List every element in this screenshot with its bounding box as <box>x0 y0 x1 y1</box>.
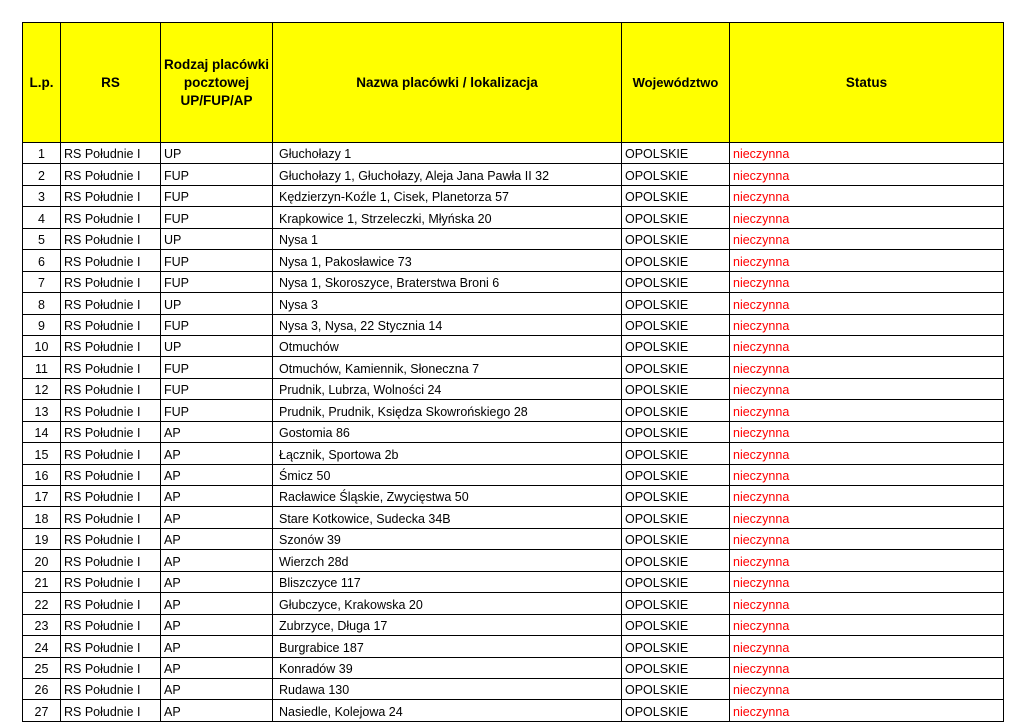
cell-type: AP <box>161 421 273 442</box>
cell-voivodeship: OPOLSKIE <box>622 486 730 507</box>
table-body <box>23 143 1004 722</box>
cell-rs: RS Południe I <box>61 293 161 314</box>
cell-status: nieczynna <box>730 593 1004 614</box>
cell-status: nieczynna <box>730 550 1004 571</box>
table-row <box>23 357 1004 378</box>
cell-name: Prudnik, Prudnik, Księdza Skowrońskiego 28 <box>273 400 622 421</box>
column-header-status: Status <box>730 23 1004 143</box>
cell-name: Głubczyce, Krakowska 20 <box>273 593 622 614</box>
table-row <box>23 314 1004 335</box>
cell-rs: RS Południe I <box>61 164 161 185</box>
post-office-table <box>22 22 1004 722</box>
table-row <box>23 571 1004 592</box>
cell-lp: 10 <box>23 335 61 356</box>
cell-type: UP <box>161 335 273 356</box>
cell-voivodeship: OPOLSKIE <box>622 614 730 635</box>
column-header-voivodeship: Województwo <box>622 23 730 143</box>
cell-voivodeship: OPOLSKIE <box>622 593 730 614</box>
cell-rs: RS Południe I <box>61 593 161 614</box>
cell-rs: RS Południe I <box>61 250 161 271</box>
cell-voivodeship: OPOLSKIE <box>622 571 730 592</box>
column-header-rs: RS <box>61 23 161 143</box>
cell-lp: 19 <box>23 528 61 549</box>
cell-voivodeship: OPOLSKIE <box>622 443 730 464</box>
cell-name: Głuchołazy 1, Głuchołazy, Aleja Jana Pawła II 32 <box>273 164 622 185</box>
cell-status: nieczynna <box>730 293 1004 314</box>
cell-voivodeship: OPOLSKIE <box>622 657 730 678</box>
cell-name: Wierzch 28d <box>273 550 622 571</box>
cell-status: nieczynna <box>730 250 1004 271</box>
table-row <box>23 293 1004 314</box>
cell-lp: 8 <box>23 293 61 314</box>
cell-voivodeship: OPOLSKIE <box>622 271 730 292</box>
table-row <box>23 185 1004 206</box>
cell-type: UP <box>161 143 273 164</box>
cell-voivodeship: OPOLSKIE <box>622 143 730 164</box>
cell-lp: 6 <box>23 250 61 271</box>
column-header-lp: L.p. <box>23 23 61 143</box>
cell-rs: RS Południe I <box>61 335 161 356</box>
cell-voivodeship: OPOLSKIE <box>622 700 730 721</box>
cell-status: nieczynna <box>730 657 1004 678</box>
cell-lp: 20 <box>23 550 61 571</box>
cell-type: FUP <box>161 185 273 206</box>
cell-rs: RS Południe I <box>61 636 161 657</box>
cell-name: Otmuchów <box>273 335 622 356</box>
table-row <box>23 335 1004 356</box>
cell-lp: 17 <box>23 486 61 507</box>
table-row <box>23 700 1004 721</box>
table-row <box>23 614 1004 635</box>
cell-name: Nysa 1, Pakosławice 73 <box>273 250 622 271</box>
cell-name: Racławice Śląskie, Zwycięstwa 50 <box>273 486 622 507</box>
cell-status: nieczynna <box>730 271 1004 292</box>
cell-voivodeship: OPOLSKIE <box>622 507 730 528</box>
cell-rs: RS Południe I <box>61 357 161 378</box>
table-row <box>23 250 1004 271</box>
cell-rs: RS Południe I <box>61 400 161 421</box>
cell-type: AP <box>161 443 273 464</box>
cell-voivodeship: OPOLSKIE <box>622 550 730 571</box>
cell-type: FUP <box>161 164 273 185</box>
table-row <box>23 271 1004 292</box>
cell-status: nieczynna <box>730 378 1004 399</box>
table-row <box>23 528 1004 549</box>
cell-voivodeship: OPOLSKIE <box>622 185 730 206</box>
cell-name: Nysa 3, Nysa, 22 Stycznia 14 <box>273 314 622 335</box>
cell-type: AP <box>161 507 273 528</box>
cell-type: FUP <box>161 378 273 399</box>
cell-type: AP <box>161 571 273 592</box>
cell-lp: 18 <box>23 507 61 528</box>
cell-rs: RS Południe I <box>61 421 161 442</box>
column-header-name: Nazwa placówki / lokalizacja <box>273 23 622 143</box>
cell-status: nieczynna <box>730 314 1004 335</box>
cell-status: nieczynna <box>730 335 1004 356</box>
cell-lp: 27 <box>23 700 61 721</box>
table-row <box>23 443 1004 464</box>
cell-lp: 15 <box>23 443 61 464</box>
cell-name: Rudawa 130 <box>273 678 622 699</box>
cell-rs: RS Południe I <box>61 464 161 485</box>
cell-lp: 11 <box>23 357 61 378</box>
cell-lp: 1 <box>23 143 61 164</box>
cell-name: Nasiedle, Kolejowa 24 <box>273 700 622 721</box>
cell-lp: 2 <box>23 164 61 185</box>
cell-status: nieczynna <box>730 443 1004 464</box>
table-row <box>23 507 1004 528</box>
cell-type: FUP <box>161 250 273 271</box>
cell-voivodeship: OPOLSKIE <box>622 207 730 228</box>
cell-voivodeship: OPOLSKIE <box>622 678 730 699</box>
table-row <box>23 378 1004 399</box>
cell-name: Nysa 3 <box>273 293 622 314</box>
cell-status: nieczynna <box>730 571 1004 592</box>
column-header-type: Rodzaj placówki pocztowej UP/FUP/AP <box>161 23 273 143</box>
cell-rs: RS Południe I <box>61 207 161 228</box>
cell-status: nieczynna <box>730 207 1004 228</box>
cell-name: Krapkowice 1, Strzeleczki, Młyńska 20 <box>273 207 622 228</box>
table-row <box>23 636 1004 657</box>
table-row <box>23 550 1004 571</box>
cell-status: nieczynna <box>730 486 1004 507</box>
cell-voivodeship: OPOLSKIE <box>622 400 730 421</box>
cell-status: nieczynna <box>730 357 1004 378</box>
cell-voivodeship: OPOLSKIE <box>622 357 730 378</box>
cell-type: FUP <box>161 400 273 421</box>
cell-status: nieczynna <box>730 185 1004 206</box>
table-row <box>23 464 1004 485</box>
cell-voivodeship: OPOLSKIE <box>622 293 730 314</box>
cell-rs: RS Południe I <box>61 143 161 164</box>
cell-voivodeship: OPOLSKIE <box>622 464 730 485</box>
cell-name: Szonów 39 <box>273 528 622 549</box>
table-row <box>23 593 1004 614</box>
cell-status: nieczynna <box>730 700 1004 721</box>
cell-rs: RS Południe I <box>61 443 161 464</box>
cell-lp: 23 <box>23 614 61 635</box>
cell-type: AP <box>161 700 273 721</box>
cell-name: Nysa 1, Skoroszyce, Braterstwa Broni 6 <box>273 271 622 292</box>
cell-name: Konradów 39 <box>273 657 622 678</box>
cell-name: Śmicz 50 <box>273 464 622 485</box>
cell-rs: RS Południe I <box>61 528 161 549</box>
cell-type: UP <box>161 293 273 314</box>
cell-lp: 21 <box>23 571 61 592</box>
table-row <box>23 400 1004 421</box>
cell-voivodeship: OPOLSKIE <box>622 228 730 249</box>
cell-lp: 14 <box>23 421 61 442</box>
cell-voivodeship: OPOLSKIE <box>622 421 730 442</box>
cell-name: Prudnik, Lubrza, Wolności 24 <box>273 378 622 399</box>
cell-type: FUP <box>161 314 273 335</box>
cell-voivodeship: OPOLSKIE <box>622 314 730 335</box>
cell-type: AP <box>161 528 273 549</box>
cell-lp: 13 <box>23 400 61 421</box>
cell-type: FUP <box>161 271 273 292</box>
cell-lp: 4 <box>23 207 61 228</box>
cell-lp: 9 <box>23 314 61 335</box>
cell-status: nieczynna <box>730 143 1004 164</box>
cell-name: Kędzierzyn-Koźle 1, Cisek, Planetorza 57 <box>273 185 622 206</box>
cell-name: Gostomia 86 <box>273 421 622 442</box>
post-office-table-sheet <box>22 22 1004 722</box>
cell-status: nieczynna <box>730 464 1004 485</box>
cell-rs: RS Południe I <box>61 314 161 335</box>
cell-lp: 16 <box>23 464 61 485</box>
table-row <box>23 486 1004 507</box>
cell-voivodeship: OPOLSKIE <box>622 335 730 356</box>
cell-voivodeship: OPOLSKIE <box>622 378 730 399</box>
cell-status: nieczynna <box>730 421 1004 442</box>
table-row <box>23 143 1004 164</box>
cell-rs: RS Południe I <box>61 185 161 206</box>
header-row <box>23 23 1004 143</box>
cell-type: AP <box>161 486 273 507</box>
cell-type: AP <box>161 636 273 657</box>
cell-lp: 5 <box>23 228 61 249</box>
cell-rs: RS Południe I <box>61 228 161 249</box>
cell-type: FUP <box>161 357 273 378</box>
table-row <box>23 678 1004 699</box>
cell-type: FUP <box>161 207 273 228</box>
table-row <box>23 421 1004 442</box>
cell-name: Stare Kotkowice, Sudecka 34B <box>273 507 622 528</box>
cell-name: Zubrzyce, Długa 17 <box>273 614 622 635</box>
cell-voivodeship: OPOLSKIE <box>622 528 730 549</box>
cell-type: AP <box>161 657 273 678</box>
cell-status: nieczynna <box>730 614 1004 635</box>
cell-lp: 3 <box>23 185 61 206</box>
cell-status: nieczynna <box>730 678 1004 699</box>
cell-voivodeship: OPOLSKIE <box>622 164 730 185</box>
table-row <box>23 164 1004 185</box>
cell-rs: RS Południe I <box>61 486 161 507</box>
cell-lp: 7 <box>23 271 61 292</box>
cell-name: Łącznik, Sportowa 2b <box>273 443 622 464</box>
cell-name: Bliszczyce 117 <box>273 571 622 592</box>
cell-status: nieczynna <box>730 528 1004 549</box>
cell-rs: RS Południe I <box>61 550 161 571</box>
cell-lp: 12 <box>23 378 61 399</box>
cell-status: nieczynna <box>730 228 1004 249</box>
cell-rs: RS Południe I <box>61 271 161 292</box>
cell-rs: RS Południe I <box>61 657 161 678</box>
cell-type: AP <box>161 550 273 571</box>
cell-type: AP <box>161 678 273 699</box>
cell-lp: 22 <box>23 593 61 614</box>
table-row <box>23 228 1004 249</box>
cell-status: nieczynna <box>730 400 1004 421</box>
cell-rs: RS Południe I <box>61 614 161 635</box>
table-row <box>23 657 1004 678</box>
cell-type: UP <box>161 228 273 249</box>
cell-status: nieczynna <box>730 507 1004 528</box>
cell-lp: 25 <box>23 657 61 678</box>
cell-rs: RS Południe I <box>61 378 161 399</box>
cell-status: nieczynna <box>730 164 1004 185</box>
cell-status: nieczynna <box>730 636 1004 657</box>
cell-rs: RS Południe I <box>61 678 161 699</box>
cell-name: Głuchołazy 1 <box>273 143 622 164</box>
cell-rs: RS Południe I <box>61 700 161 721</box>
cell-rs: RS Południe I <box>61 507 161 528</box>
table-row <box>23 207 1004 228</box>
cell-voivodeship: OPOLSKIE <box>622 636 730 657</box>
cell-type: AP <box>161 614 273 635</box>
cell-name: Burgrabice 187 <box>273 636 622 657</box>
cell-name: Otmuchów, Kamiennik, Słoneczna 7 <box>273 357 622 378</box>
cell-lp: 24 <box>23 636 61 657</box>
cell-name: Nysa 1 <box>273 228 622 249</box>
cell-lp: 26 <box>23 678 61 699</box>
cell-voivodeship: OPOLSKIE <box>622 250 730 271</box>
cell-type: AP <box>161 593 273 614</box>
cell-type: AP <box>161 464 273 485</box>
cell-rs: RS Południe I <box>61 571 161 592</box>
table-header <box>23 23 1004 143</box>
